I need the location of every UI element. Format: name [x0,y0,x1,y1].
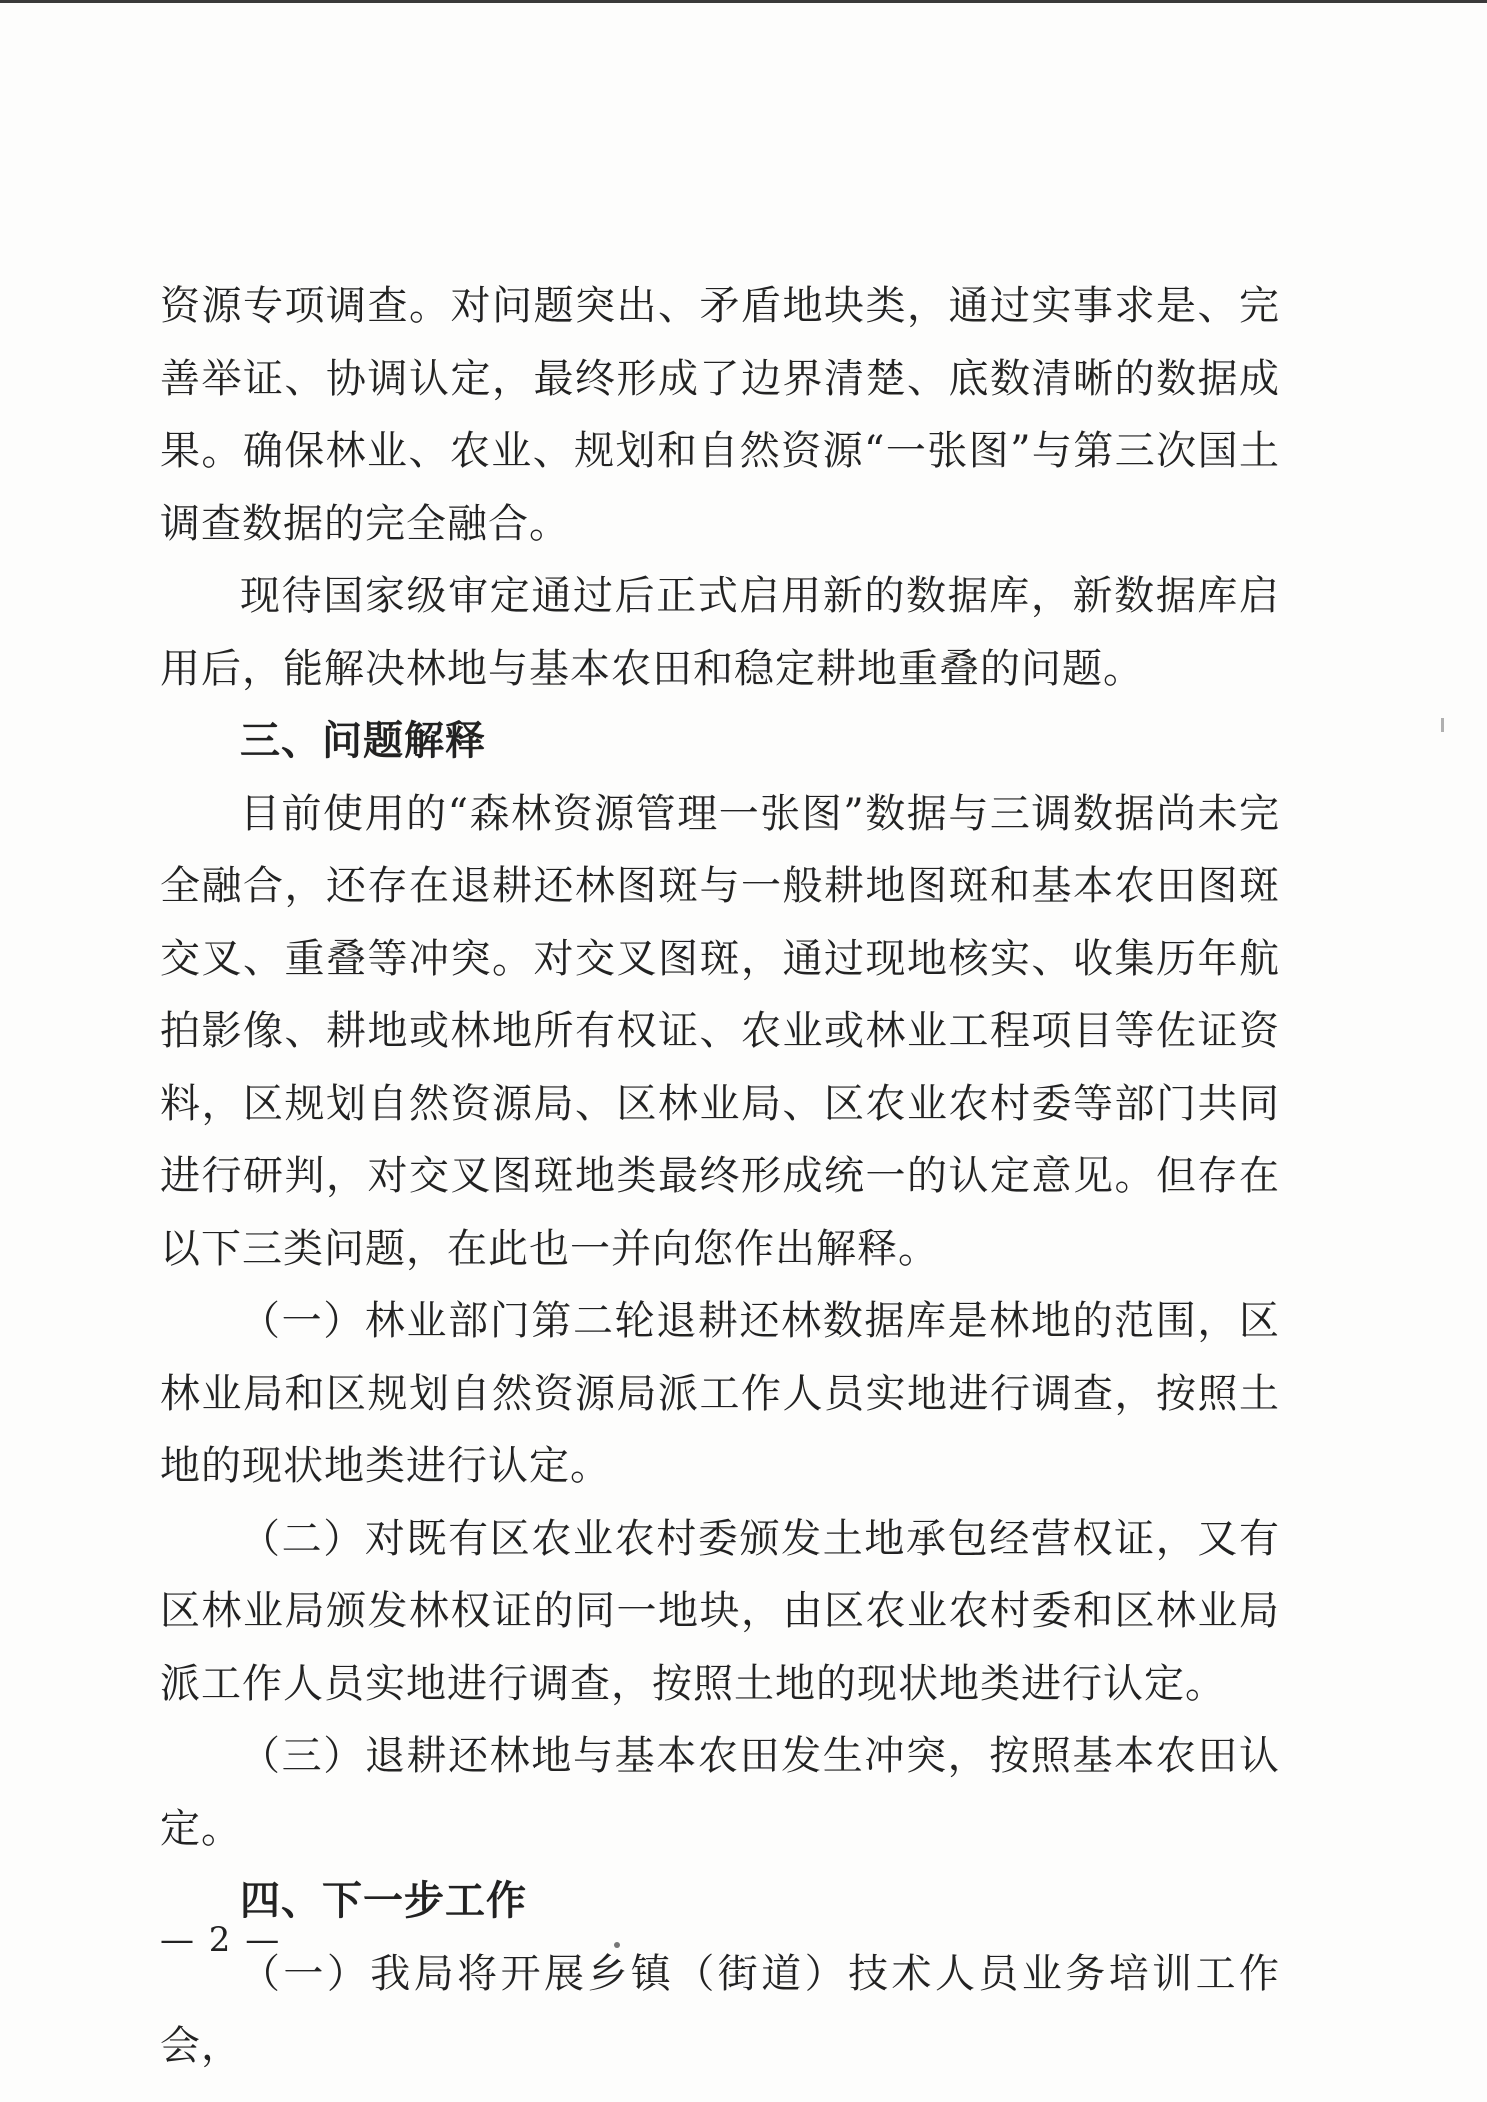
page-number: — 2 — [160,1920,282,1960]
paragraph-problem-2: （二）对既有区农业农村委颁发土地承包经营权证，又有区林业局颁发林权证的同一地块，由区农业农村委和区林业局派工作人员实地进行调查，按照土地的现状地类进行认定。 [160,1515,1280,1707]
paragraph-next-step-1: （一）我局将开展乡镇（街道）技术人员业务培训工作会， [160,1950,1280,2069]
paragraph-problem-3: （三）退耕还林地与基本农田发生冲突，按照基本农田认定。 [160,1733,1280,1852]
section-heading-3: 三、问题解释 [240,718,486,764]
paragraph-problem-intro: 目前使用的“森林资源管理一张图”数据与三调数据尚未完全融合，还存在退耕还林图斑与一般耕地图斑和基本农田图斑交叉、重叠等冲突。对交叉图斑，通过现地核实、收集历年航拍影像、耕地或林地所有权证、农业或林业工程项目等佐证资料，区规划自然资源局、区林业局、区农业农村委等部门共同进行研判，对交叉图斑地类最终形成统一的认定意见。但存在以下三类问题，在此也一并向您作出解释。 [160,790,1280,1272]
paragraph-continued: 资源专项调查。对问题突出、矛盾地块类，通过实事求是、完善举证、协调认定，最终形成了边界清楚、底数清晰的数据成果。确保林业、农业、规划和自然资源“一张图”与第三次国土调查数据的完全融合。 [160,283,1280,547]
paragraph-problem-1: （一）林业部门第二轮退耕还林数据库是林地的范围，区林业局和区规划自然资源局派工作人员实地进行调查，按照土地的现状地类进行认定。 [160,1298,1280,1489]
section-heading-4: 四、下一步工作 [240,1878,527,1924]
scan-dot-mark [614,1942,620,1948]
scan-top-edge [0,0,1487,3]
document-body [160,270,1280,2083]
paragraph-database: 现待国家级审定通过后正式启用新的数据库，新数据库启用后，能解决林地与基本农田和稳定耕地重叠的问题。 [160,573,1280,692]
scan-margin-mark [1441,718,1444,732]
